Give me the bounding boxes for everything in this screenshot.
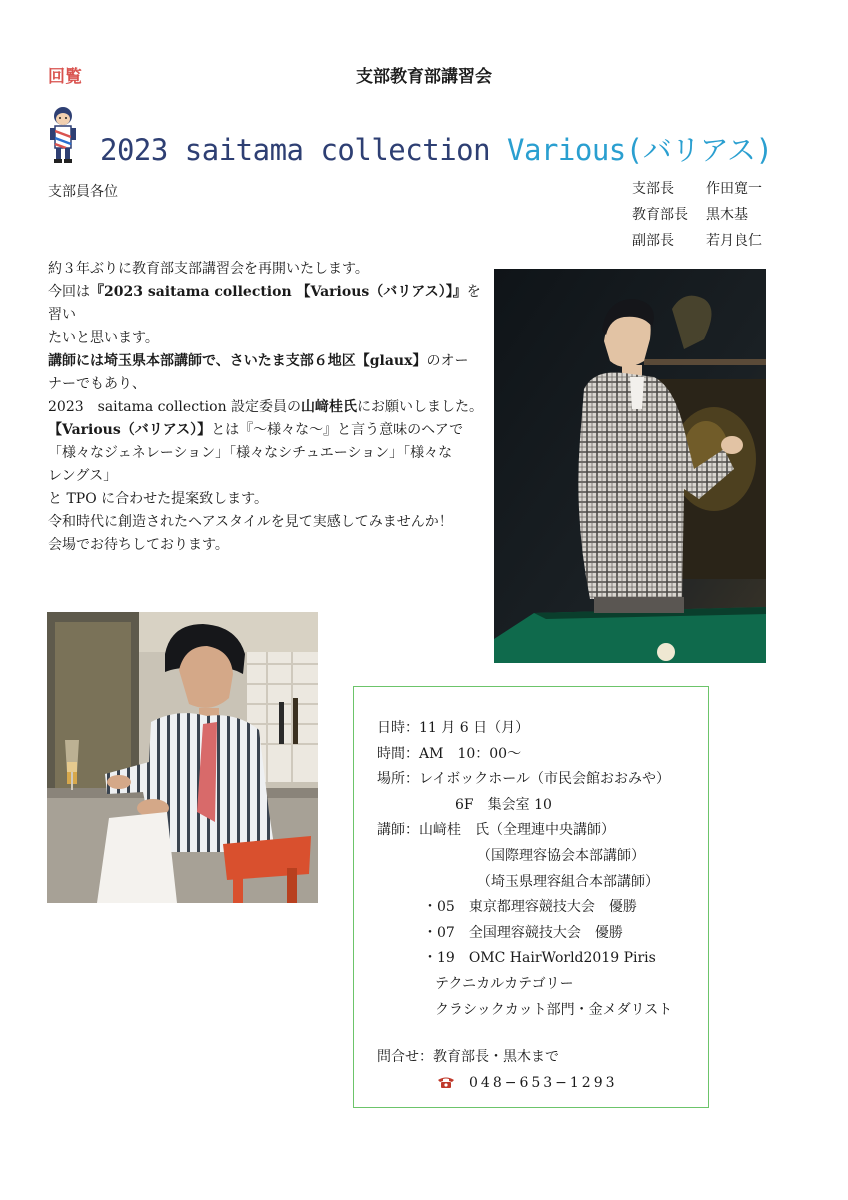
lecturer-photo-billiards [494, 269, 766, 663]
officer-role: 教育部長 [632, 207, 688, 223]
lecturer-award: ・19 OMC HairWorld2019 Piris [423, 950, 656, 967]
announcement-body [48, 258, 488, 557]
contact-line: 問合せ：教育部長・黒木まで [377, 1049, 559, 1066]
event-time: 時間：AM 10：00〜 [377, 745, 522, 762]
barber-mascot-icon [46, 104, 80, 166]
phone-number[interactable]: 048−653−1293 [469, 1074, 618, 1091]
event-title-main: 2023 saitama collection [100, 133, 508, 167]
event-date: 日時：11 月 6 日（月） [377, 720, 530, 736]
body-line: 会場でお待ちしております。 [48, 537, 229, 553]
circulation-label: 回覧 [48, 67, 82, 87]
body-line: たいと思います。 [48, 330, 159, 346]
page-header-title: 支部教育部講習会 [356, 67, 492, 87]
award-detail: テクニカルカテゴリー [435, 975, 574, 992]
body-line: 講師には埼玉県本部講師で、さいたま支部６地区【glaux】のオー [48, 353, 469, 369]
officer-name: 作田寛一 [706, 181, 762, 197]
salon-name: さいたま支部６地区【glaux】 [229, 353, 427, 369]
body-line: ナーでもあり、 [48, 376, 146, 392]
body-line: 約３年ぶりに教育部支部講習会を再開いたします。 [48, 261, 369, 277]
body-line: 令和時代に創造されたヘアスタイルを見て実感してみませんか！ [48, 514, 453, 530]
event-room: 6F 集会室 10 [455, 796, 552, 813]
officer-name: 黒木基 [706, 207, 748, 223]
lecturer-award: ・07 全国理容競技大会 優勝 [423, 924, 623, 941]
event-place: 場所：レイボックホール（市民会館おおみや） [377, 771, 671, 788]
lecturer-photo-bar [47, 612, 318, 903]
lecturer-affiliation: （国際理容協会本部講師） [477, 847, 645, 864]
phone-icon [437, 1076, 455, 1088]
officer-row [632, 202, 762, 228]
lecturer-name: 山﨑桂氏 [301, 399, 358, 415]
event-title [100, 128, 773, 169]
phone-row [377, 1071, 672, 1097]
body-line: レングス」 [48, 468, 118, 484]
body-line: 【Various（バリアス）】とは『〜様々な〜』と言う意味のヘアで [48, 422, 464, 438]
officer-role: 支部長 [632, 181, 674, 197]
officer-name: 若月良仁 [706, 233, 762, 249]
officer-row [632, 228, 762, 254]
officers-list [632, 176, 762, 254]
body-line: と TPO に合わせた提案致します。 [48, 491, 269, 507]
lecturer-affiliation: （埼玉県理容組合本部講師） [477, 873, 659, 890]
recipients: 支部員各位 [48, 184, 118, 200]
event-lecturer: 講師：山﨑桂 氏（全理連中央講師） [377, 822, 615, 839]
lecturer-award: ・05 東京都理容競技大会 優勝 [423, 899, 637, 916]
event-title-various: Various(バリアス) [507, 133, 773, 167]
body-line: 「様々なジェネレーション」「様々なシチュエーション」「様々な [48, 445, 453, 461]
award-detail: クラシックカット部門・金メダリスト [435, 1001, 673, 1018]
course-name: 『2023 saitama collection 【Various（バリアス）】』 [90, 284, 467, 300]
event-details [377, 716, 672, 1096]
officer-row [632, 176, 762, 202]
body-line: 今回は『2023 saitama collection 【Various（バリアス）】』を習い [48, 284, 481, 323]
officer-role: 副部長 [632, 233, 674, 249]
body-line: 2023 saitama collection 設定委員の山﨑桂氏にお願いしました。 [48, 399, 484, 415]
